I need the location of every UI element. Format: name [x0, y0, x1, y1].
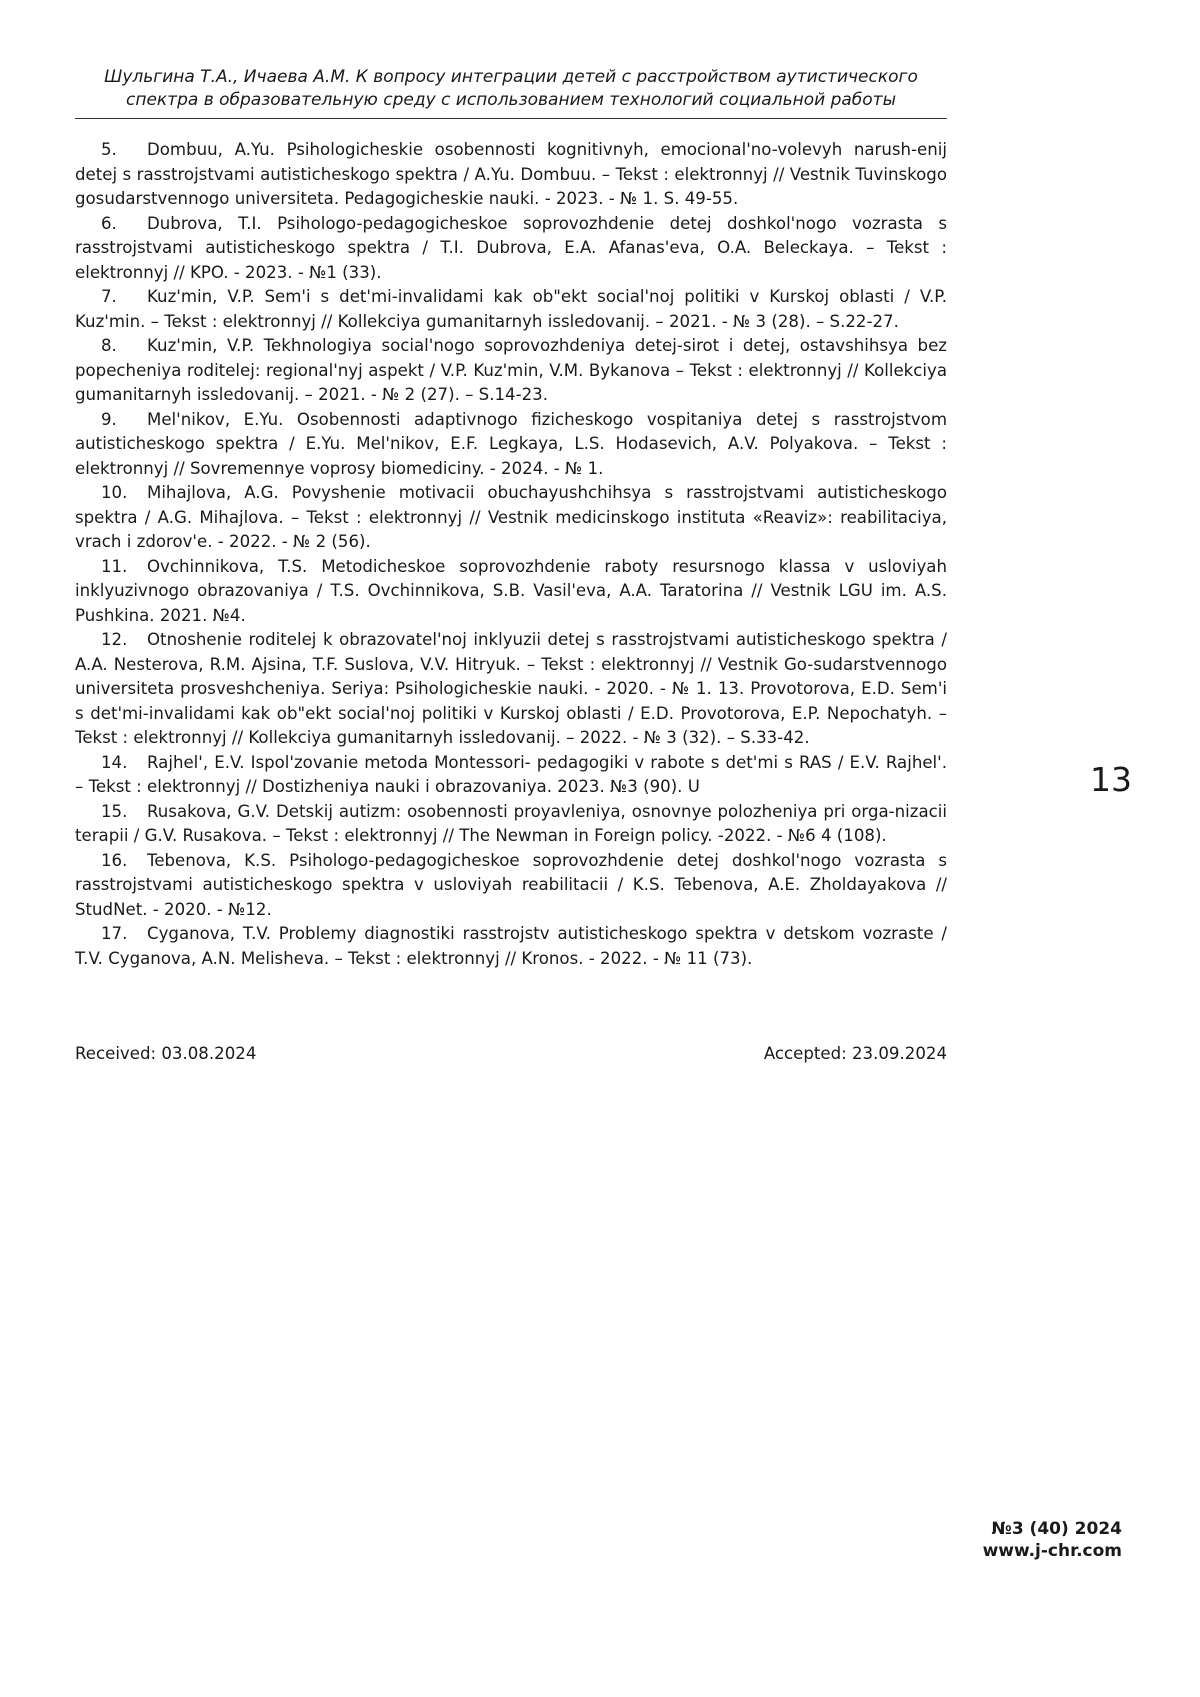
reference-item: [75, 922, 947, 971]
reference-number: 12.: [101, 630, 128, 649]
reference-number: 14.: [101, 752, 128, 772]
reference-number: 8.: [101, 336, 117, 355]
reference-text: Dombuu, A.Yu. Psihologicheskie osobennosti kognitivnyh, emocional'no-volevyh narush-enij detej s rasstrojstvami autisticheskogo spektra / A.Yu. Dombuu. – Tekst : elektronnyj // Vestnik Tuvinskogo gosudarstvennogo universiteta. Pedagogicheskie nauki. - 2023. - № 1. S. 49-55.: [75, 140, 947, 208]
reference-text: Dubrova, T.I. Psihologo-pedagogicheskoe soprovozhdenie detej doshkol'nogo vozrasta s rasstrojstvami autisticheskogo spektra / T.I. Dubrova, E.A. Afanas'eva, O.A. Beleckaya. – Tekst : elektronnyj // KPO. - 2023. - №1 (33).: [75, 213, 947, 282]
reference-item: [75, 481, 947, 555]
reference-text: Kuz'min, V.P. Sem'i s det'mi-invalidami kak ob"ekt social'noj politiki v Kurskoj oblasti / V.P. Kuz'min. – Tekst : elektronnyj // Kollekciya gumanitarnyh issledovanij. – 2021. - № 3 (28). – S.22-27.: [75, 287, 947, 331]
article-dates: [75, 1044, 947, 1063]
reference-number: 11.: [101, 556, 128, 576]
reference-number: 5.: [101, 140, 117, 159]
reference-text: Ovchinnikova, T.S. Metodicheskoe soprovozhdenie raboty resursnogo klassa v usloviyah inklyuzivnogo obrazovaniya / T.S. Ovchinnikova, S.B. Vasil'eva, A.A. Taratorina // Vestnik LGU im. A.S. Pushkina. 2021. №4.: [75, 556, 947, 625]
running-header: [75, 66, 947, 119]
reference-item: [75, 628, 947, 751]
page-number: 13: [1090, 760, 1132, 799]
reference-text: Tebenova, K.S. Psihologo-pedagogicheskoe soprovozhdenie detej doshkol'nogo vozrasta s rasstrojstvami autisticheskogo spektra v usloviyah reabilitacii / K.S. Tebenova, A.E. Zholdayakova // StudNet. - 2020. - №12.: [75, 850, 947, 919]
reference-text: Rajhel', E.V. Ispol'zovanie metoda Montessori- pedagogiki v rabote s det'mi s RAS / E.V. Rajhel'. – Tekst : elektronnyj // Dostizheniya nauki i obrazovaniya. 2023. №3 (90). U: [75, 752, 947, 796]
reference-number: 9.: [101, 409, 117, 429]
journal-footer: [983, 1518, 1122, 1562]
reference-text: Mel'nikov, E.Yu. Osobennosti adaptivnogo fizicheskogo vospitaniya detej s rasstrojstvom autisticheskogo spektra / E.Yu. Mel'nikov, E.F. Legkaya, L.S. Hodasevich, A.V. Polyakova. – Tekst : elektronnyj // Sovremennye voprosy biomediciny. - 2024. - № 1.: [75, 409, 947, 478]
reference-number: 10.: [101, 483, 128, 502]
reference-number: 17.: [101, 924, 128, 943]
issue-number: №3 (40) 2024: [991, 1519, 1122, 1539]
reference-number: 16.: [101, 850, 128, 870]
reference-text: Rusakova, G.V. Detskij autizm: osobennosti proyavleniya, osnovnye polozheniya pri orga-nizacii terapii / G.V. Rusakova. – Tekst : elektronnyj // The Newman in Foreign policy. -2022. - №6 4 (108).: [75, 801, 947, 845]
reference-item: [75, 285, 947, 334]
reference-text: Cyganova, T.V. Problemy diagnostiki rasstrojstv autisticheskogo spektra v detskom vozraste / T.V. Cyganova, A.N. Melisheva. – Tekst : elektronnyj // Kronos. - 2022. - № 11 (73).: [75, 924, 947, 968]
journal-website: www.j-chr.com: [982, 1541, 1122, 1561]
accepted-date: Accepted: 23.09.2024: [763, 1044, 947, 1063]
reference-item: [75, 212, 947, 286]
reference-item: [75, 800, 947, 849]
reference-item: [75, 849, 947, 923]
running-header-line-1: Шульгина Т.А., Ичаева А.М. К вопросу интеграции детей с расстройством аутистического: [104, 67, 918, 87]
reference-number: 6.: [101, 213, 117, 233]
reference-item: [75, 334, 947, 408]
reference-item: [75, 138, 947, 212]
reference-item: [75, 408, 947, 482]
reference-item: [75, 555, 947, 629]
reference-number: 7.: [101, 287, 117, 306]
reference-item: [75, 751, 947, 800]
reference-text: Otnoshenie roditelej k obrazovatel'noj inklyuzii detej s rasstrojstvami autisticheskogo spektra / A.A. Nesterova, R.M. Ajsina, T.F. Suslova, V.V. Hitryuk. – Tekst : elektronnyj // Vestnik Go-sudarstvennogo universiteta prosveshcheniya. Seriya: Psihologicheskie nauki. - 2020. - № 1. 13. Provotorova, E.D. Sem'i s det'mi-invalidami kak ob"ekt social'noj politiki v Kurskoj oblasti / E.D. Provotorova, E.P. Nepochatyh. – Tekst : elektronnyj // Kollekciya gumanitarnyh issledovanij. – 2022. - № 3 (32). – S.33-42.: [75, 630, 947, 747]
running-header-line-2: спектра в образовательную среду с использованием технологий социальной работы: [125, 90, 896, 110]
reference-text: Kuz'min, V.P. Tekhnologiya social'nogo soprovozhdeniya detej-sirot i detej, ostavshihsya bez popecheniya roditelej: regional'nyj aspekt / V.P. Kuz'min, V.M. Bykanova – Tekst : elektronnyj // Kollekciya gumanitarnyh issledovanij. – 2021. - № 2 (27). – S.14-23.: [75, 336, 947, 404]
reference-text: Mihajlova, A.G. Povyshenie motivacii obuchayushchihsya s rasstrojstvami autisticheskogo spektra / A.G. Mihajlova. – Tekst : elektronnyj // Vestnik medicinskogo instituta «Reaviz»: reabilitaciya, vrach i zdorov'e. - 2022. - № 2 (56).: [75, 483, 947, 551]
reference-number: 15.: [101, 801, 128, 821]
reference-list: [75, 138, 947, 971]
received-date: Received: 03.08.2024: [75, 1044, 257, 1063]
